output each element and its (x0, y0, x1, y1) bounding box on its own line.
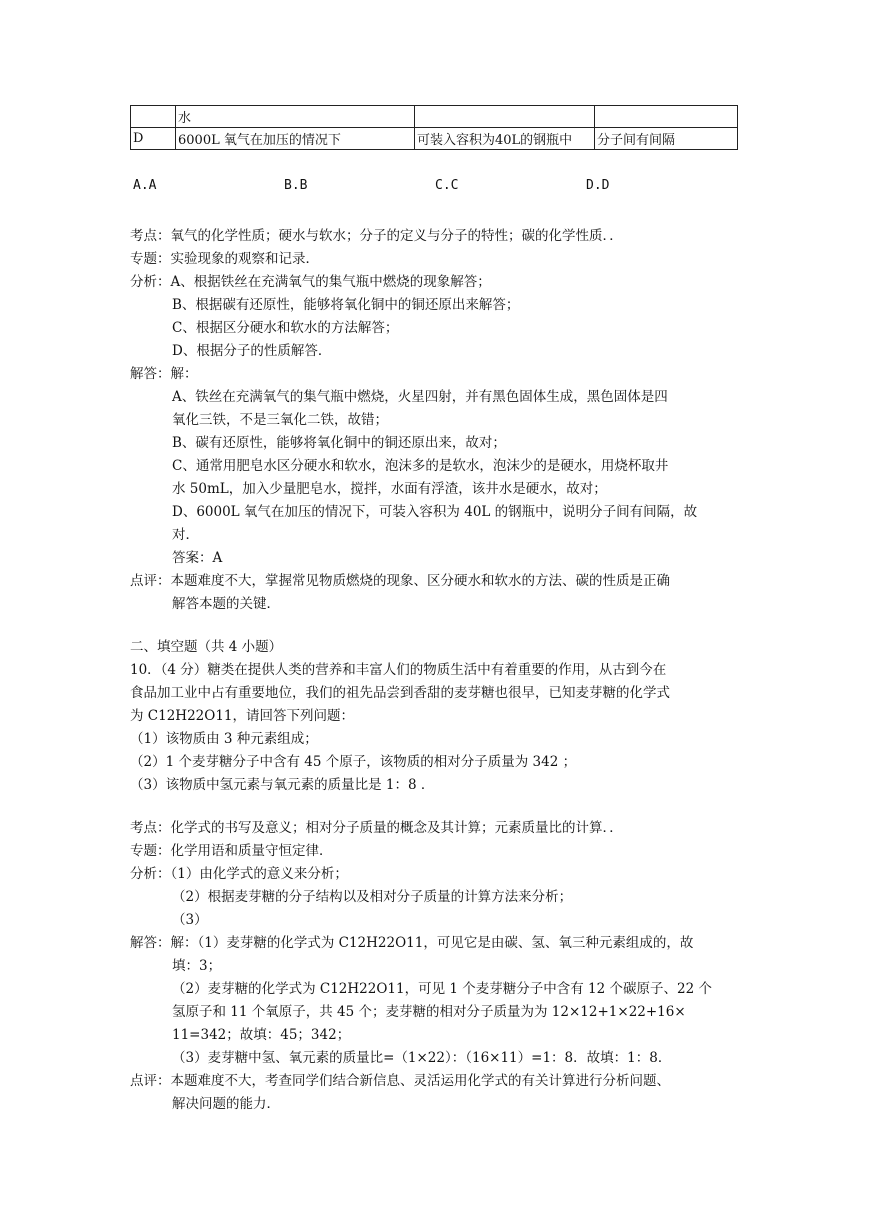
q9-jieda-heading: 解答：解： (130, 366, 198, 382)
answer-choices (133, 178, 733, 198)
q10-jieda-2a: （2）麦芽糖的化学式为 C12H22O11，可见 1 个麦芽糖分子中含有 12 个碳原子、22 个 (172, 981, 712, 997)
choice-a: A.A (133, 178, 157, 193)
q10-zhuanti: 专题：化学用语和质量守恒定律． (130, 843, 333, 859)
table-cell: 水 (176, 106, 415, 128)
q10-sub3: （3）该物质中氢元素与氧元素的质量比是 1：8 ． (130, 777, 435, 793)
q9-fenxi-heading: 分析：A、根据铁丝在充满氧气的集气瓶中燃烧的现象解答； (130, 274, 491, 290)
q10-dianping-line2: 解决问题的能力． (172, 1096, 280, 1112)
table-cell (131, 106, 176, 128)
q9-jieda-c-line2: 水 50mL，加入少量肥皂水，搅拌，水面有浮渣，该井水是硬水，故对； (172, 481, 607, 497)
q10-jieda-line1b: 填：3； (172, 958, 222, 974)
q10-sub2: （2）1 个麦芽糖分子中含有 45 个原子，该物质的相对分子质量为 342 ； (130, 754, 577, 770)
choice-d: D.D (586, 178, 610, 193)
q9-kaodian: 考点：氧气的化学性质；硬水与软水；分子的定义与分子的特性；碳的化学性质．． (130, 228, 623, 244)
table-cell (415, 106, 595, 128)
q9-jieda-d-line2: 对． (172, 527, 199, 543)
choice-c: C.C (435, 178, 459, 193)
q9-answer: 答案：A (172, 550, 223, 566)
q10-fenxi-heading: 分析：（1）由化学式的意义来分析； (130, 866, 348, 882)
table-cell: D (131, 128, 176, 150)
options-table (130, 105, 738, 150)
table-cell: 可装入容积为40L的钢瓶中 (415, 128, 595, 150)
q9-dianping-line2: 解答本题的关键． (172, 596, 280, 612)
table-row (131, 106, 738, 128)
q10-stem-line2: 食品加工业中占有重要地位，我们的祖先品尝到香甜的麦芽糖也很早，已知麦芽糖的化学式 (130, 685, 670, 701)
table-cell: 分子间有间隔 (595, 128, 738, 150)
q9-jieda-d-line1: D、6000L 氧气在加压的情况下，可装入容积为 40L 的钢瓶中，说明分子间有间隔，故 (172, 504, 698, 520)
q10-jieda-line1: 解答：解：（1）麦芽糖的化学式为 C12H22O11，可见它是由碳、氢、氧三种元素组成的，故 (130, 935, 694, 951)
table-row (131, 128, 738, 150)
q10-stem-line3: 为 C12H22O11，请回答下列问题： (130, 708, 354, 724)
q9-jieda-b: B、碳有还原性，能够将氧化铜中的铜还原出来，故对； (172, 435, 506, 451)
q10-jieda-3: （3）麦芽糖中氢、氧元素的质量比=（1×22）：（16×11）=1：8．故填：1：8． (172, 1050, 672, 1066)
q9-fenxi-c: C、根据区分硬水和软水的方法解答； (172, 320, 399, 336)
q10-fenxi-2: （2）根据麦芽糖的分子结构以及相对分子质量的计算方法来分析； (172, 889, 573, 905)
q10-sub1: （1）该物质由 3 种元素组成； (130, 731, 318, 747)
choice-b: B.B (284, 178, 308, 193)
q10-jieda-2b: 氢原子和 11 个氧原子，共 45 个；麦芽糖的相对分子质量为为 12×12+1×22+16× (172, 1004, 686, 1020)
q9-jieda-c-line1: C、通常用肥皂水区分硬水和软水，泡沫多的是软水，泡沫少的是硬水，用烧杯取井 (172, 458, 669, 474)
section-heading: 二、填空题（共 4 小题） (130, 639, 283, 655)
q10-dianping-line1: 点评：本题难度不大，考查同学们结合新信息、灵活运用化学式的有关计算进行分析问题、 (130, 1073, 670, 1089)
q9-fenxi-d: D、根据分子的性质解答． (172, 343, 332, 359)
q10-jieda-2c: 11=342；故填：45；342； (172, 1027, 351, 1043)
table-cell: 6000L 氧气在加压的情况下 (176, 128, 415, 150)
q10-fenxi-3: （3） (172, 912, 208, 928)
q9-jieda-a-line2: 氧化三铁，不是三氧化二铁，故错； (172, 412, 388, 428)
q9-dianping-line1: 点评：本题难度不大，掌握常见物质燃烧的现象、区分硬水和软水的方法、碳的性质是正确 (130, 573, 670, 589)
q9-zhuanti: 专题：实验现象的观察和记录． (130, 251, 319, 267)
table-cell (595, 106, 738, 128)
q10-kaodian: 考点：化学式的书写及意义；相对分子质量的概念及其计算；元素质量比的计算．． (130, 820, 623, 836)
q9-fenxi-b: B、根据碳有还原性，能够将氧化铜中的铜还原出来解答； (172, 297, 520, 313)
q9-jieda-a-line1: A、铁丝在充满氧气的集气瓶中燃烧，火星四射，并有黑色固体生成，黑色固体是四 (172, 389, 668, 405)
q10-stem-line1: 10．（4 分）糖类在提供人类的营养和丰富人们的物质生活中有着重要的作用，从古到今在 (130, 662, 667, 678)
